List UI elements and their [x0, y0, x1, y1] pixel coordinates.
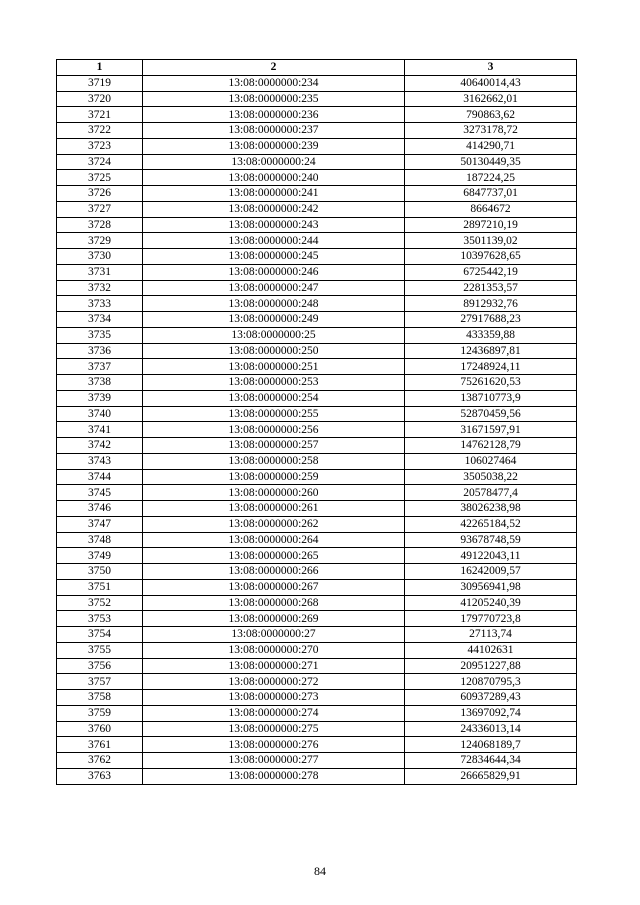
cadastral-number-cell: 13:08:0000000:259 [143, 469, 405, 485]
value-cell: 3501139,02 [405, 233, 577, 249]
row-number-cell: 3759 [57, 705, 143, 721]
table-row [57, 674, 577, 690]
row-number-cell: 3722 [57, 123, 143, 139]
table-row [57, 296, 577, 312]
table-row [57, 753, 577, 769]
value-cell: 38026238,98 [405, 501, 577, 517]
value-cell: 49122043,11 [405, 548, 577, 564]
row-number-cell: 3741 [57, 422, 143, 438]
table-row [57, 469, 577, 485]
value-cell: 52870459,56 [405, 406, 577, 422]
row-number-cell: 3727 [57, 201, 143, 217]
cadastral-number-cell: 13:08:0000000:237 [143, 123, 405, 139]
value-cell: 124068189,7 [405, 737, 577, 753]
cadastral-number-cell: 13:08:0000000:247 [143, 280, 405, 296]
value-cell: 42265184,52 [405, 516, 577, 532]
value-cell: 41205240,39 [405, 595, 577, 611]
row-number-cell: 3763 [57, 768, 143, 784]
cadastral-number-cell: 13:08:0000000:258 [143, 453, 405, 469]
value-cell: 6725442,19 [405, 264, 577, 280]
value-cell: 14762128,79 [405, 438, 577, 454]
cadastral-number-cell: 13:08:0000000:276 [143, 737, 405, 753]
table-row [57, 233, 577, 249]
value-cell: 3162662,01 [405, 91, 577, 107]
row-number-cell: 3755 [57, 642, 143, 658]
cadastral-number-cell: 13:08:0000000:241 [143, 186, 405, 202]
row-number-cell: 3731 [57, 264, 143, 280]
row-number-cell: 3749 [57, 548, 143, 564]
table-row [57, 186, 577, 202]
table-row [57, 627, 577, 643]
value-cell: 8664672 [405, 201, 577, 217]
value-cell: 2897210,19 [405, 217, 577, 233]
table-row [57, 343, 577, 359]
cadastral-number-cell: 13:08:0000000:27 [143, 627, 405, 643]
table-row [57, 217, 577, 233]
cadastral-number-cell: 13:08:0000000:235 [143, 91, 405, 107]
table-row [57, 406, 577, 422]
cadastral-number-cell: 13:08:0000000:274 [143, 705, 405, 721]
row-number-cell: 3747 [57, 516, 143, 532]
cadastral-number-cell: 13:08:0000000:261 [143, 501, 405, 517]
table-row [57, 280, 577, 296]
row-number-cell: 3724 [57, 154, 143, 170]
table-row [57, 359, 577, 375]
row-number-cell: 3730 [57, 249, 143, 265]
table-row [57, 438, 577, 454]
table-row [57, 107, 577, 123]
table-row [57, 453, 577, 469]
row-number-cell: 3751 [57, 579, 143, 595]
row-number-cell: 3743 [57, 453, 143, 469]
row-number-cell: 3740 [57, 406, 143, 422]
value-cell: 30956941,98 [405, 579, 577, 595]
cadastral-number-cell: 13:08:0000000:246 [143, 264, 405, 280]
cadastral-number-cell: 13:08:0000000:260 [143, 485, 405, 501]
row-number-cell: 3754 [57, 627, 143, 643]
value-cell: 17248924,11 [405, 359, 577, 375]
table-row [57, 564, 577, 580]
value-cell: 27113,74 [405, 627, 577, 643]
value-cell: 106027464 [405, 453, 577, 469]
table-row [57, 579, 577, 595]
column-header-3: 3 [405, 60, 577, 76]
row-number-cell: 3738 [57, 375, 143, 391]
data-table [56, 59, 577, 785]
cadastral-number-cell: 13:08:0000000:255 [143, 406, 405, 422]
cadastral-number-cell: 13:08:0000000:270 [143, 642, 405, 658]
table-row [57, 123, 577, 139]
value-cell: 20578477,4 [405, 485, 577, 501]
row-number-cell: 3748 [57, 532, 143, 548]
page-number: 84 [314, 864, 326, 878]
table-row [57, 264, 577, 280]
row-number-cell: 3746 [57, 501, 143, 517]
table-row [57, 485, 577, 501]
cadastral-number-cell: 13:08:0000000:240 [143, 170, 405, 186]
cadastral-number-cell: 13:08:0000000:25 [143, 327, 405, 343]
cadastral-number-cell: 13:08:0000000:267 [143, 579, 405, 595]
table-row [57, 516, 577, 532]
table-row [57, 690, 577, 706]
table-row [57, 611, 577, 627]
table-row [57, 658, 577, 674]
row-number-cell: 3734 [57, 312, 143, 328]
value-cell: 13697092,74 [405, 705, 577, 721]
table-row [57, 595, 577, 611]
table-row [57, 375, 577, 391]
row-number-cell: 3744 [57, 469, 143, 485]
table-row [57, 642, 577, 658]
cadastral-number-cell: 13:08:0000000:272 [143, 674, 405, 690]
cadastral-number-cell: 13:08:0000000:250 [143, 343, 405, 359]
cadastral-number-cell: 13:08:0000000:254 [143, 390, 405, 406]
row-number-cell: 3720 [57, 91, 143, 107]
cadastral-number-cell: 13:08:0000000:253 [143, 375, 405, 391]
table-row [57, 532, 577, 548]
table-body [57, 75, 577, 784]
value-cell: 12436897,81 [405, 343, 577, 359]
table-row [57, 721, 577, 737]
value-cell: 120870795,3 [405, 674, 577, 690]
value-cell: 50130449,35 [405, 154, 577, 170]
cadastral-number-cell: 13:08:0000000:251 [143, 359, 405, 375]
value-cell: 179770723,8 [405, 611, 577, 627]
table-row [57, 737, 577, 753]
value-cell: 790863,62 [405, 107, 577, 123]
table-row [57, 75, 577, 91]
value-cell: 2281353,57 [405, 280, 577, 296]
cadastral-number-cell: 13:08:0000000:268 [143, 595, 405, 611]
row-number-cell: 3757 [57, 674, 143, 690]
cadastral-number-cell: 13:08:0000000:236 [143, 107, 405, 123]
row-number-cell: 3745 [57, 485, 143, 501]
value-cell: 72834644,34 [405, 753, 577, 769]
value-cell: 20951227,88 [405, 658, 577, 674]
cadastral-number-cell: 13:08:0000000:278 [143, 768, 405, 784]
table-row [57, 768, 577, 784]
row-number-cell: 3729 [57, 233, 143, 249]
value-cell: 414290,71 [405, 138, 577, 154]
cadastral-number-cell: 13:08:0000000:271 [143, 658, 405, 674]
row-number-cell: 3758 [57, 690, 143, 706]
table-row [57, 91, 577, 107]
row-number-cell: 3737 [57, 359, 143, 375]
row-number-cell: 3760 [57, 721, 143, 737]
row-number-cell: 3728 [57, 217, 143, 233]
cadastral-number-cell: 13:08:0000000:249 [143, 312, 405, 328]
table-row [57, 249, 577, 265]
cadastral-number-cell: 13:08:0000000:273 [143, 690, 405, 706]
row-number-cell: 3721 [57, 107, 143, 123]
table-row [57, 390, 577, 406]
row-number-cell: 3742 [57, 438, 143, 454]
table-row [57, 705, 577, 721]
table-row [57, 312, 577, 328]
cadastral-number-cell: 13:08:0000000:239 [143, 138, 405, 154]
cadastral-number-cell: 13:08:0000000:244 [143, 233, 405, 249]
row-number-cell: 3750 [57, 564, 143, 580]
cadastral-number-cell: 13:08:0000000:264 [143, 532, 405, 548]
column-header-1: 1 [57, 60, 143, 76]
value-cell: 433359,88 [405, 327, 577, 343]
value-cell: 27917688,23 [405, 312, 577, 328]
value-cell: 93678748,59 [405, 532, 577, 548]
value-cell: 44102631 [405, 642, 577, 658]
cadastral-number-cell: 13:08:0000000:277 [143, 753, 405, 769]
table-row [57, 548, 577, 564]
cadastral-number-cell: 13:08:0000000:269 [143, 611, 405, 627]
cadastral-number-cell: 13:08:0000000:266 [143, 564, 405, 580]
row-number-cell: 3719 [57, 75, 143, 91]
table-row [57, 170, 577, 186]
value-cell: 138710773,9 [405, 390, 577, 406]
cadastral-number-cell: 13:08:0000000:248 [143, 296, 405, 312]
value-cell: 24336013,14 [405, 721, 577, 737]
table-row [57, 327, 577, 343]
row-number-cell: 3725 [57, 170, 143, 186]
cadastral-number-cell: 13:08:0000000:242 [143, 201, 405, 217]
value-cell: 3273178,72 [405, 123, 577, 139]
header-row [57, 60, 577, 76]
row-number-cell: 3753 [57, 611, 143, 627]
cadastral-number-cell: 13:08:0000000:257 [143, 438, 405, 454]
column-header-2: 2 [143, 60, 405, 76]
cadastral-number-cell: 13:08:0000000:243 [143, 217, 405, 233]
row-number-cell: 3732 [57, 280, 143, 296]
row-number-cell: 3756 [57, 658, 143, 674]
value-cell: 31671597,91 [405, 422, 577, 438]
row-number-cell: 3723 [57, 138, 143, 154]
cadastral-number-cell: 13:08:0000000:245 [143, 249, 405, 265]
row-number-cell: 3726 [57, 186, 143, 202]
value-cell: 26665829,91 [405, 768, 577, 784]
cadastral-number-cell: 13:08:0000000:275 [143, 721, 405, 737]
value-cell: 75261620,53 [405, 375, 577, 391]
value-cell: 10397628,65 [405, 249, 577, 265]
row-number-cell: 3739 [57, 390, 143, 406]
row-number-cell: 3735 [57, 327, 143, 343]
row-number-cell: 3736 [57, 343, 143, 359]
table-row [57, 422, 577, 438]
value-cell: 6847737,01 [405, 186, 577, 202]
cadastral-number-cell: 13:08:0000000:262 [143, 516, 405, 532]
row-number-cell: 3733 [57, 296, 143, 312]
value-cell: 3505038,22 [405, 469, 577, 485]
row-number-cell: 3761 [57, 737, 143, 753]
cadastral-number-cell: 13:08:0000000:234 [143, 75, 405, 91]
value-cell: 40640014,43 [405, 75, 577, 91]
value-cell: 60937289,43 [405, 690, 577, 706]
cadastral-number-cell: 13:08:0000000:256 [143, 422, 405, 438]
cadastral-number-cell: 13:08:0000000:265 [143, 548, 405, 564]
table-row [57, 154, 577, 170]
table-row [57, 501, 577, 517]
table-row [57, 201, 577, 217]
value-cell: 16242009,57 [405, 564, 577, 580]
cadastral-number-cell: 13:08:0000000:24 [143, 154, 405, 170]
row-number-cell: 3752 [57, 595, 143, 611]
value-cell: 187224,25 [405, 170, 577, 186]
value-cell: 8912932,76 [405, 296, 577, 312]
table-row [57, 138, 577, 154]
row-number-cell: 3762 [57, 753, 143, 769]
